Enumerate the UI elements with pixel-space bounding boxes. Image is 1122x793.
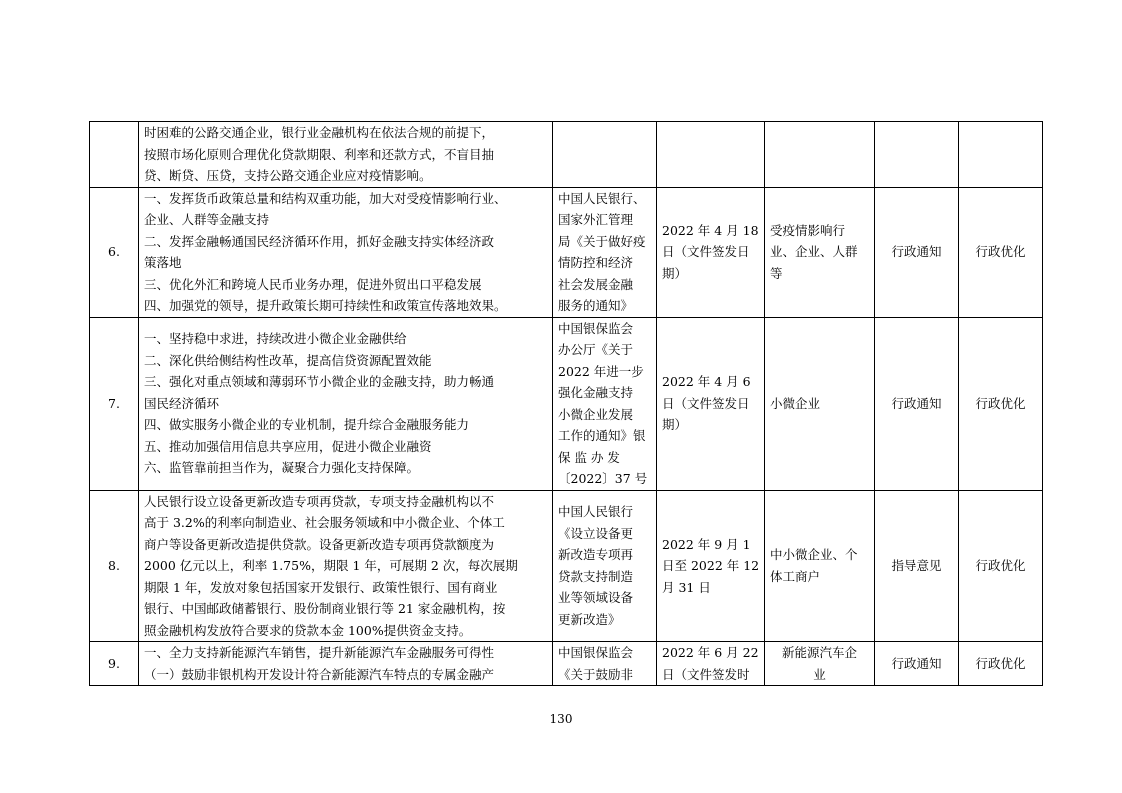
document-type: 行政通知 <box>891 244 942 260</box>
target-line: 新能源汽车企 <box>781 645 857 660</box>
measure-content-line: 五、推动加强信用信息共享应用，促进小微企业融资 <box>144 438 432 454</box>
measure-content-cell <box>139 187 553 317</box>
source-document-line: 国家外汇管理 <box>558 212 634 227</box>
measure-content-cell <box>139 317 553 490</box>
row-number: 8. <box>108 558 120 573</box>
source-document-line: 新改造专项再 <box>558 547 634 563</box>
measure-content-line: 三、优化外汇和跨境人民币业务办理，促进外贸出口平稳发展 <box>144 276 482 292</box>
measure-content-cell <box>139 642 553 686</box>
target-line: 等 <box>770 265 783 281</box>
measure-content-line: 二、深化供给侧结构性改革，提高信贷资源配置效能 <box>144 352 432 368</box>
measure-content-line: 按照市场化原则合理优化贷款期限、利率和还款方式，不盲目抽 <box>144 146 495 162</box>
policy-category-cell <box>959 122 1043 188</box>
source-document-line: 〔2022〕37 号 <box>558 471 648 486</box>
row-number: 7. <box>108 395 120 411</box>
source-document-line: 贷款支持制造 <box>558 568 634 584</box>
target-line: 体工商户 <box>770 568 821 584</box>
table-row <box>90 187 1043 317</box>
policy-category-cell <box>959 187 1043 317</box>
effective-date-line: 月 31 日 <box>662 579 711 595</box>
source-document-cell <box>553 490 657 642</box>
source-document-cell <box>553 187 657 317</box>
source-document-line: 更新改造》 <box>558 611 621 627</box>
source-document-line: 《关于鼓励非 <box>558 666 634 682</box>
effective-date-line: 日至 2022 年 12 <box>662 558 760 573</box>
source-document-line: 情防控和经济 <box>558 255 634 270</box>
document-type-cell <box>875 187 959 317</box>
measure-content-line: 时困难的公路交通企业，银行业金融机构在依法合规的前提下， <box>144 125 495 140</box>
target-cell <box>765 122 875 188</box>
source-document-line: 业等领域设备 <box>558 590 634 606</box>
row-number-cell <box>90 642 139 686</box>
measure-content-line: 贷、断贷、压贷，支持公路交通企业应对疫情影响。 <box>144 168 432 183</box>
source-document-line: 中国人民银行、 <box>558 190 646 206</box>
measure-content-line: 四、做实服务小微企业的专业机制，提升综合金融服务能力 <box>144 417 470 433</box>
policy-category: 行政优化 <box>975 655 1026 671</box>
source-document-line: 中国银保监会 <box>558 320 634 336</box>
document-type-cell <box>875 122 959 188</box>
measure-content-line: 企业、人群等金融支持 <box>144 212 270 227</box>
effective-date-line: 期） <box>662 265 688 281</box>
source-document-cell <box>553 642 657 686</box>
target-cell <box>765 317 875 490</box>
source-document-line: 办公厅《关于 <box>558 342 634 357</box>
effective-date-cell <box>657 187 765 317</box>
measure-content-line: 一、坚持稳中求进，持续改进小微企业金融供给 <box>144 331 407 347</box>
policy-category-cell <box>959 317 1043 490</box>
effective-date-line: 2022 年 9 月 1 <box>662 536 751 552</box>
document-type: 行政通知 <box>891 395 942 411</box>
source-document-cell <box>553 317 657 490</box>
target-line: 受疫情影响行 <box>770 222 846 238</box>
policy-category: 行政优化 <box>975 395 1026 411</box>
table-body <box>90 122 1043 686</box>
measure-content-line: 人民银行设立设备更新改造专项再贷款，专项支持金融机构以不 <box>144 493 495 509</box>
target-cell <box>765 642 875 686</box>
row-number: 9. <box>108 655 120 671</box>
source-document-line: 服务的通知》 <box>558 298 634 313</box>
source-document-line: 《设立设备更 <box>558 525 634 541</box>
source-document-line: 中国人民银行 <box>558 504 634 520</box>
target-line: 中小微企业、个 <box>770 547 858 563</box>
policy-category: 行政优化 <box>975 558 1026 573</box>
source-document-line: 强化金融支持 <box>558 385 634 400</box>
target-line: 小微企业 <box>770 395 821 411</box>
effective-date-cell <box>657 317 765 490</box>
effective-date-line: 2022 年 4 月 6 <box>662 374 751 390</box>
effective-date-line: 期） <box>662 417 688 433</box>
measure-content-line: 四、加强党的领导，提升政策长期可持续性和政策宣传落地效果。 <box>144 298 507 313</box>
effective-date-line: 2022 年 6 月 22 <box>662 645 759 660</box>
document-type: 行政通知 <box>891 655 942 671</box>
source-document-line: 局《关于做好疫 <box>558 233 646 249</box>
table-row <box>90 490 1043 642</box>
row-number-cell <box>90 490 139 642</box>
row-number-cell <box>90 122 139 188</box>
document-type: 指导意见 <box>891 558 942 573</box>
source-document-line: 保 监 办 发 <box>558 449 620 465</box>
effective-date-cell <box>657 122 765 188</box>
source-document-line: 小微企业发展 <box>558 406 634 422</box>
target-line: 业、企业、人群 <box>770 244 858 260</box>
policy-category-cell <box>959 642 1043 686</box>
measure-content-line: 三、强化对重点领域和薄弱环节小微企业的金融支持，助力畅通 <box>144 374 495 390</box>
source-document-line: 2022 年进一步 <box>558 363 644 379</box>
measure-content-cell <box>139 490 553 642</box>
document-type-cell <box>875 317 959 490</box>
source-document-line: 中国银保监会 <box>558 645 634 660</box>
source-document-line: 工作的通知》银 <box>558 428 646 443</box>
policy-table <box>89 121 1043 686</box>
measure-content-line: 高于 3.2%的利率向制造业、社会服务领域和中小微企业、个体工 <box>144 515 505 530</box>
effective-date-cell <box>657 642 765 686</box>
source-document-cell <box>553 122 657 188</box>
effective-date-line: 日（文件签发时 <box>662 666 750 682</box>
measure-content-line: 策落地 <box>144 255 182 270</box>
target-cell <box>765 490 875 642</box>
target-line: 业 <box>813 666 826 682</box>
measure-content-line: 二、发挥金融畅通国民经济循环作用，抓好金融支持实体经济政 <box>144 233 495 249</box>
row-number: 6. <box>108 244 120 260</box>
measure-content-line: 国民经济循环 <box>144 395 220 411</box>
measure-content-line: 商户等设备更新改造提供贷款。设备更新改造专项再贷款额度为 <box>144 536 495 552</box>
document-type-cell <box>875 490 959 642</box>
measure-content-line: 照金融机构发放符合要求的贷款本金 100%提供资金支持。 <box>144 622 472 638</box>
document-type-cell <box>875 642 959 686</box>
policy-category-cell <box>959 490 1043 642</box>
page-number: 130 <box>549 712 573 726</box>
effective-date-line: 日（文件签发日 <box>662 395 750 411</box>
effective-date-line: 2022 年 4 月 18 <box>662 222 759 238</box>
measure-content-line: （一）鼓励非银机构开发设计符合新能源汽车特点的专属金融产 <box>144 666 495 682</box>
measure-content-line: 一、全力支持新能源汽车销售，提升新能源汽车金融服务可得性 <box>144 645 495 660</box>
measure-content-line: 六、监管靠前担当作为，凝聚合力强化支持保障。 <box>144 460 420 476</box>
row-number-cell <box>90 317 139 490</box>
target-cell <box>765 187 875 317</box>
source-document-line: 社会发展金融 <box>558 276 634 292</box>
effective-date-line: 日（文件签发日 <box>662 244 750 260</box>
measure-content-line: 银行、中国邮政储蓄银行、股份制商业银行等 21 家金融机构，按 <box>144 601 506 616</box>
table-row <box>90 642 1043 686</box>
row-number-cell <box>90 187 139 317</box>
effective-date-cell <box>657 490 765 642</box>
measure-content-cell <box>139 122 553 188</box>
measure-content-line: 一、发挥货币政策总量和结构双重功能，加大对受疫情影响行业、 <box>144 190 507 206</box>
measure-content-line: 期限 1 年，发放对象包括国家开发银行、政策性银行、国有商业 <box>144 579 498 595</box>
table-row <box>90 317 1043 490</box>
measure-content-line: 2000 亿元以上，利率 1.75%，期限 1 年，可展期 2 次，每次展期 <box>144 558 518 573</box>
table-row <box>90 122 1043 188</box>
policy-category: 行政优化 <box>975 244 1026 260</box>
